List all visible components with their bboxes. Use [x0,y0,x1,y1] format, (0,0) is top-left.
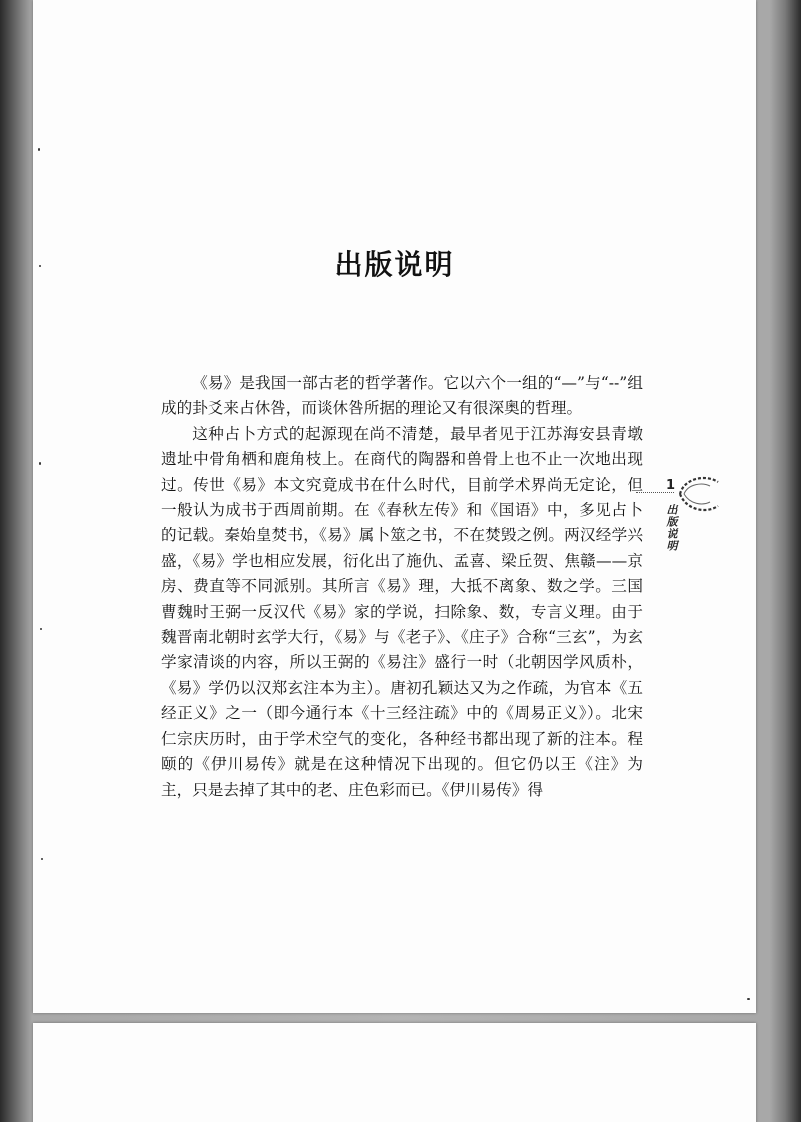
body-text [161,371,643,803]
running-head: 出版说明 [665,504,678,552]
ornament-icon [676,474,722,514]
page-number: 1 [666,478,676,493]
scan-speck [39,265,41,267]
scan-speck [40,628,42,630]
page-2 [33,1023,756,1122]
page-margin-marker [636,474,726,584]
page-title: 出版说明 [334,248,455,281]
scan-speck [747,998,750,1000]
scan-speck [39,462,41,465]
paragraph-1: 《易》是我国一部古老的哲学著作。它以六个一组的“—”与“--”组成的卦爻来占休咎，而谈休咎所据的理论又有很深奥的哲理。 [161,374,643,418]
scan-speck [41,858,43,860]
paragraph-2: 这种占卜方式的起源现在尚不清楚，最早者见于江苏海安县青墩遗址中骨角栖和鹿角枝上。在商代的陶器和兽骨上也不止一次地出现过。传世《易》本文究竟成书在什么时代，目前学术界尚无定论，但一般认为成书于西周前期。在《春秋左传》和《国语》中，多见占卜的记载。秦始皇焚书，《易》属卜筮之书，不在焚毁之例。两汉经学兴盛，《易》学也相应发展，衍化出了施仇、孟喜、梁丘贺、焦赣——京房、费直等不同派别。其所言《易》理，大抵不离象、数之学。三国曹魏时王弼一反汉代《易》家的学说，扫除象、数，专言义理。由于魏晋南北朝时玄学大行，《易》与《老子》、《庄子》合称“三玄”，为玄学家清谈的内容，所以王弼的《易注》盛行一时（北朝因学风质朴，《易》学仍以汉郑玄注本为主）。唐初孔颖达又为之作疏，为官本《五经正义》之一（即今通行本《十三经注疏》中的《周易正义》）。北宋仁宗庆历时，由于学术空气的变化，各种经书都出现了新的注本。程颐的《伊川易传》就是在这种情况下出现的。但它仍以王《注》为主，只是去掉了其中的老、庄色彩而已。《伊川易传》得 [161,424,643,799]
page-1 [33,0,756,1013]
scan-speck [38,148,40,151]
